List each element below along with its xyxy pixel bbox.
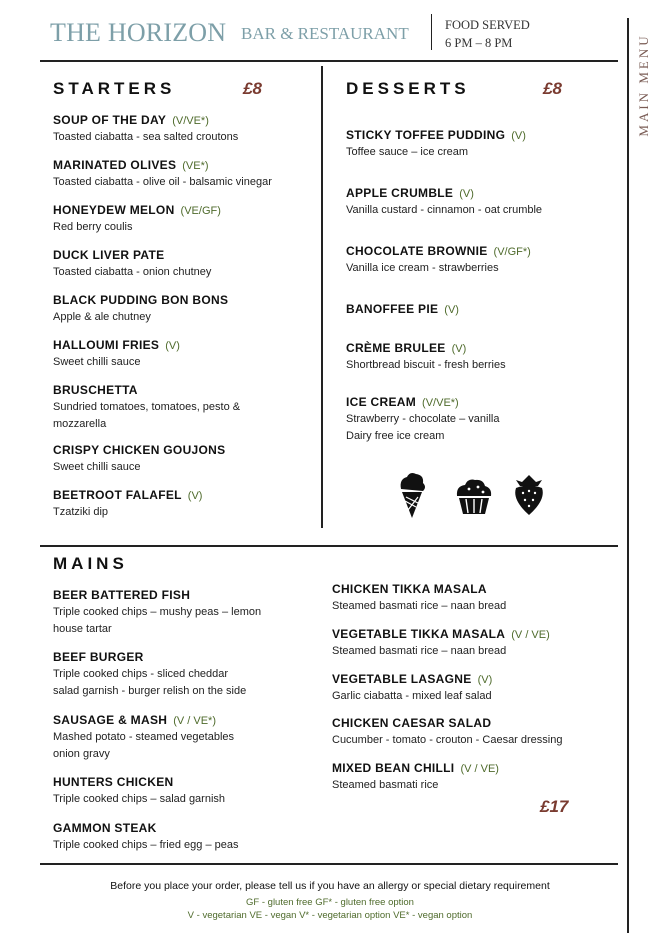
- serving-hours: 6 PM – 8 PM: [445, 36, 513, 50]
- side-title: [632, 20, 656, 150]
- item-name: [346, 395, 499, 409]
- serving-times: [445, 16, 530, 52]
- menu-item: [332, 627, 550, 660]
- item-name: [346, 128, 526, 142]
- strawberry-icon: [512, 474, 546, 516]
- item-description: salad garnish - burger relish on the side: [53, 685, 247, 697]
- item-name-text: VEGETABLE TIKKA MASALA: [332, 627, 506, 641]
- menu-item: [346, 395, 499, 445]
- item-description: mozzarella: [53, 418, 107, 430]
- brand-subtitle: BAR & RESTAURANT: [241, 24, 409, 43]
- item-name-text: CHICKEN TIKKA MASALA: [332, 582, 487, 596]
- menu-item: [53, 158, 272, 191]
- dietary-tag: (V/VE*): [422, 397, 459, 409]
- dietary-tag: (V): [459, 188, 474, 200]
- item-name: [332, 672, 492, 686]
- item-name-text: VEGETABLE LASAGNE: [332, 672, 472, 686]
- item-name-text: SOUP OF THE DAY: [53, 113, 167, 127]
- item-description: Apple & ale chutney: [53, 311, 151, 323]
- item-name: [53, 113, 238, 127]
- item-name-text: BRUSCHETTA: [53, 383, 138, 397]
- item-name: [53, 293, 228, 307]
- item-description: Triple cooked chips – fried egg – peas: [53, 839, 239, 851]
- item-description: Triple cooked chips – salad garnish: [53, 793, 226, 805]
- dietary-tag: (V): [187, 490, 203, 502]
- dietary-tag: (V/VE*): [172, 115, 209, 127]
- column-divider: [321, 66, 323, 528]
- menu-item: [53, 338, 180, 371]
- header-rule: [40, 60, 618, 62]
- menu-item: [332, 716, 562, 749]
- menu-item: [53, 248, 211, 281]
- item-name: [53, 650, 246, 664]
- item-name: [53, 383, 240, 397]
- menu-item: [53, 713, 234, 763]
- footer-rule: [40, 863, 618, 865]
- item-name: [332, 582, 506, 596]
- dietary-tag: (V / VE*): [173, 715, 217, 727]
- item-description: Steamed basmati rice – naan bread: [332, 600, 507, 612]
- desserts-title: DESSERTS: [346, 79, 470, 98]
- item-name: [53, 775, 225, 789]
- mains-rule: [40, 545, 618, 547]
- menu-item: [53, 203, 221, 236]
- brand-name: THE HORIZON: [50, 18, 227, 47]
- item-description: Vanilla custard - cinnamon - oat crumble: [346, 204, 543, 216]
- item-description: house tartar: [53, 623, 112, 635]
- allergy-notice: Before you place your order, please tell us if you have an allergy or special dietary requirement: [110, 880, 550, 892]
- item-name-text: DUCK LIVER PATE: [53, 248, 165, 262]
- side-rule: [627, 18, 629, 933]
- menu-header: [34, 10, 620, 62]
- dietary-tag: (VE*): [182, 160, 209, 172]
- menu-item: [346, 244, 531, 277]
- legend-diet: V - vegetarian VE - vegan V* - vegetarian option VE* - vegan option: [187, 910, 473, 921]
- item-description: Shortbread biscuit - fresh berries: [346, 359, 506, 371]
- item-description: Tzatziki dip: [53, 506, 109, 518]
- menu-item: [346, 128, 526, 161]
- menu-item: [53, 113, 238, 146]
- item-name: [346, 302, 459, 316]
- item-name-text: BLACK PUDDING BON BONS: [53, 293, 229, 307]
- menu-item: [53, 383, 240, 433]
- item-description: Toasted ciabatta - sea salted croutons: [53, 131, 239, 143]
- menu-item: [53, 775, 225, 808]
- item-name-text: MIXED BEAN CHILLI: [332, 761, 455, 775]
- menu-item: [346, 341, 506, 374]
- item-name: [332, 761, 499, 775]
- item-description: Toasted ciabatta - onion chutney: [53, 266, 212, 278]
- dietary-tag: (V): [511, 130, 526, 142]
- dietary-tag: (V): [444, 304, 459, 316]
- item-name: [332, 716, 562, 730]
- menu-item: [53, 588, 261, 638]
- menu-item: [346, 186, 542, 219]
- item-name-text: BEETROOT FALAFEL: [53, 488, 182, 502]
- item-description: Triple cooked chips – mushy peas – lemon: [53, 606, 262, 618]
- item-name-text: APPLE CRUMBLE: [346, 186, 454, 200]
- mains-title: MAINS: [53, 554, 128, 573]
- item-name: [53, 338, 180, 352]
- item-name: [53, 588, 261, 602]
- item-name: [346, 341, 506, 355]
- item-name-text: CHICKEN CAESAR SALAD: [332, 716, 492, 730]
- item-name-text: STICKY TOFFEE PUDDING: [346, 128, 506, 142]
- item-name: [53, 443, 225, 457]
- item-name-text: GAMMON STEAK: [53, 821, 157, 835]
- starters-price: £8: [243, 79, 262, 98]
- side-title-text: MAIN MENU: [636, 33, 651, 137]
- item-name-text: SAUSAGE & MASH: [53, 713, 168, 727]
- item-description: Sweet chilli sauce: [53, 356, 141, 368]
- ice-cream-icon: [396, 470, 428, 520]
- item-name-text: BEER BATTERED FISH: [53, 588, 191, 602]
- header-divider: [431, 14, 432, 50]
- item-name-text: MARINATED OLIVES: [53, 158, 177, 172]
- item-name-text: CRÈME BRULEE: [346, 341, 446, 355]
- item-description: Garlic ciabatta - mixed leaf salad: [332, 690, 492, 702]
- desserts-price: £8: [543, 79, 562, 98]
- item-description: Strawberry - chocolate – vanilla: [346, 413, 500, 425]
- item-description: Dairy free ice cream: [346, 430, 445, 442]
- menu-item: [346, 302, 459, 316]
- item-name-text: BANOFFEE PIE: [346, 302, 439, 316]
- item-name: [53, 248, 211, 262]
- menu-item: [53, 821, 238, 854]
- item-description: Sweet chilli sauce: [53, 461, 141, 473]
- menu-item: [53, 650, 246, 700]
- item-description: Toasted ciabatta - olive oil - balsamic vinegar: [53, 176, 272, 188]
- dessert-icons: [396, 470, 546, 520]
- item-name-text: BEEF BURGER: [53, 650, 144, 664]
- serving-label: FOOD SERVED: [445, 18, 530, 32]
- item-name: [53, 203, 221, 217]
- menu-item: [332, 761, 499, 794]
- dietary-tag: (VE/GF): [180, 205, 221, 217]
- item-name: [53, 821, 238, 835]
- item-description: Red berry coulis: [53, 221, 133, 233]
- item-name-text: CHOCOLATE BROWNIE: [346, 244, 488, 258]
- menu-item: [53, 443, 225, 476]
- item-name-text: ICE CREAM: [346, 395, 417, 409]
- menu-item: [53, 293, 228, 326]
- dietary-tag: (V/GF*): [493, 246, 531, 258]
- mains-price: £17: [540, 797, 569, 816]
- menu-item: [53, 488, 202, 521]
- cupcake-icon: [454, 476, 494, 516]
- item-name: [346, 244, 531, 258]
- item-name: [53, 158, 272, 172]
- legend-gluten: GF - gluten free GF* - gluten free option: [246, 897, 414, 908]
- dietary-tag: (V): [451, 343, 467, 355]
- item-description: Mashed potato - steamed vegetables: [53, 731, 235, 743]
- item-description: Steamed basmati rice: [332, 779, 439, 791]
- dietary-tag: (V / VE): [511, 629, 550, 641]
- item-description: Sundried tomatoes, tomatoes, pesto &: [53, 401, 241, 413]
- item-name-text: HALLOUMI FRIES: [53, 338, 160, 352]
- item-description: Steamed basmati rice – naan bread: [332, 645, 507, 657]
- item-name-text: HUNTERS CHICKEN: [53, 775, 174, 789]
- item-name-text: HONEYDEW MELON: [53, 203, 175, 217]
- item-name-text: CRISPY CHICKEN GOUJONS: [53, 443, 226, 457]
- item-description: Cucumber - tomato - crouton - Caesar dressing: [332, 734, 563, 746]
- dietary-tag: (V): [165, 340, 180, 352]
- dietary-tag: (V): [477, 674, 493, 686]
- item-name: [53, 713, 234, 727]
- item-description: Vanilla ice cream - strawberries: [346, 262, 499, 274]
- dietary-tag: (V / VE): [460, 763, 499, 775]
- starters-title: STARTERS: [53, 79, 176, 98]
- menu-item: [332, 672, 492, 705]
- item-description: Toffee sauce – ice cream: [346, 146, 469, 158]
- item-name: [346, 186, 542, 200]
- item-description: onion gravy: [53, 748, 110, 760]
- menu-item: [332, 582, 506, 615]
- item-name: [53, 488, 202, 502]
- item-name: [332, 627, 550, 641]
- item-description: Triple cooked chips - sliced cheddar: [53, 668, 229, 680]
